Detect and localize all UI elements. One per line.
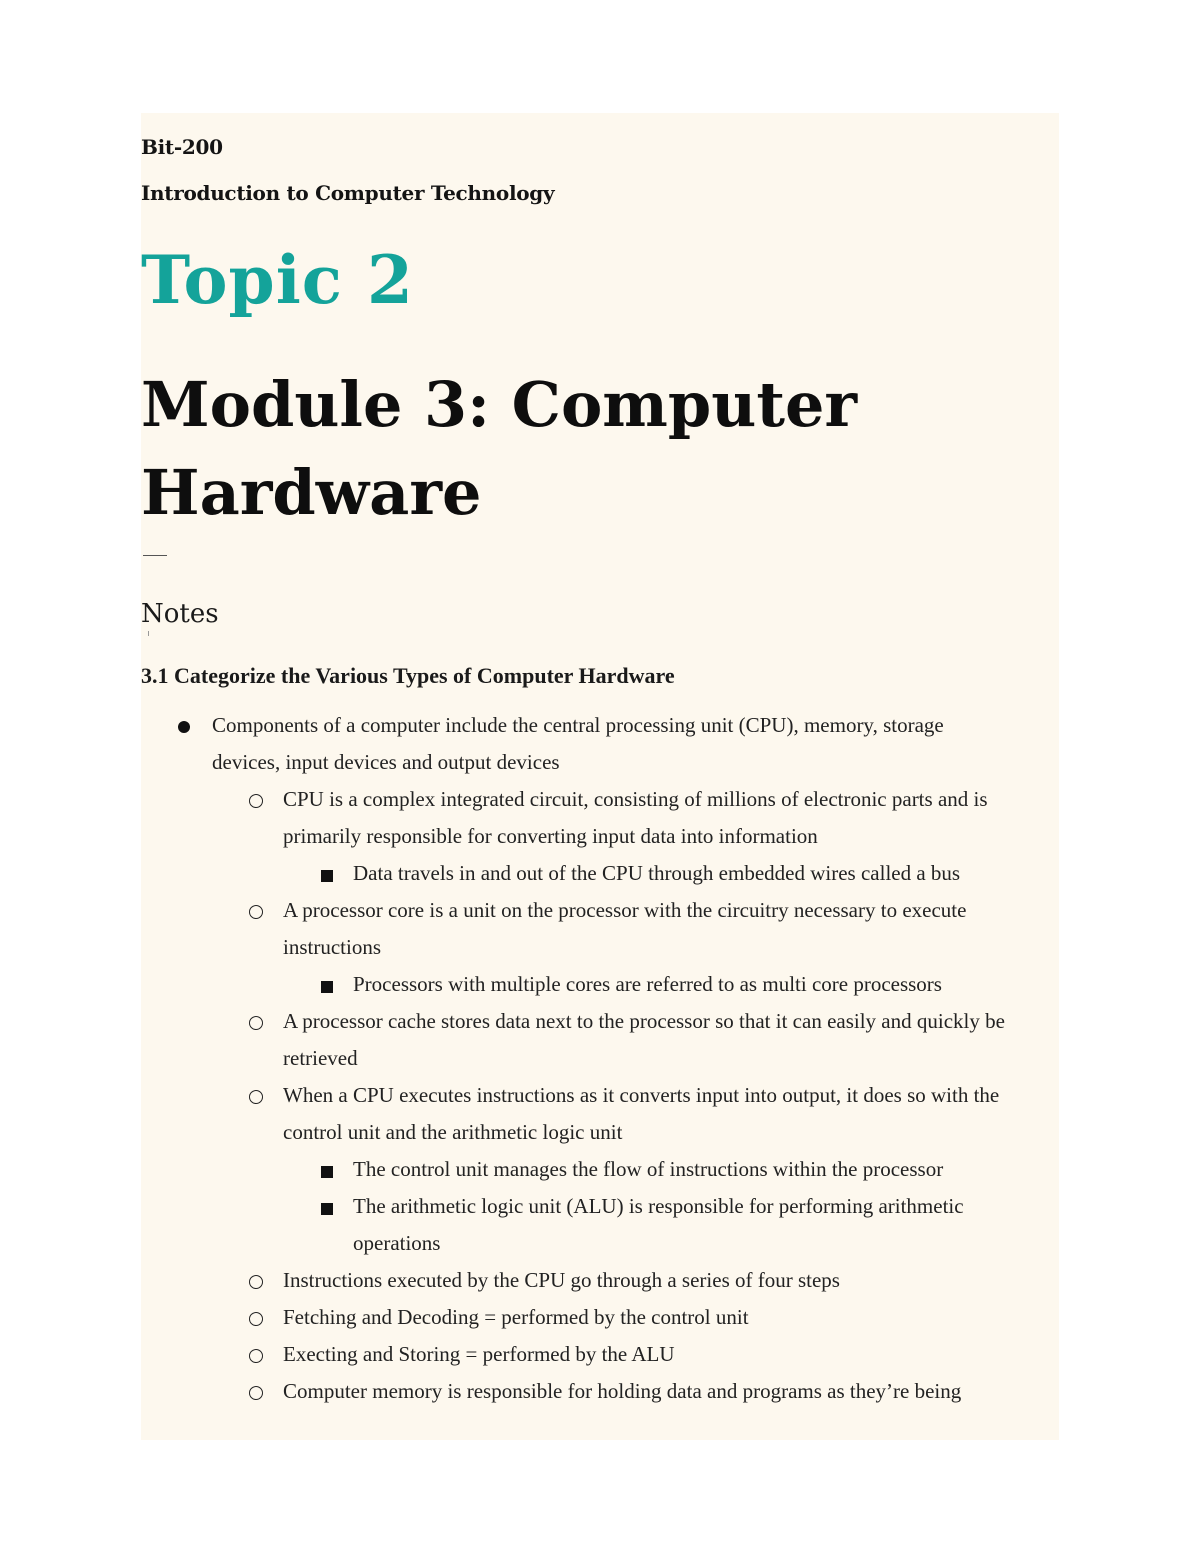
list-item-text: Data travels in and out of the CPU through embedded wires called a bus bbox=[353, 861, 961, 885]
course-title: Introduction to Computer Technology bbox=[141, 181, 555, 205]
list-item bbox=[141, 966, 1053, 1003]
list-item bbox=[141, 1373, 1063, 1410]
list-item-text: When a CPU executes instructions as it converts input into output, it does so with the control unit and the arithmetic logic unit bbox=[283, 1083, 1000, 1144]
section-title: 3.1 Categorize the Various Types of Computer Hardware bbox=[141, 663, 675, 688]
circle-bullet-icon bbox=[249, 1016, 263, 1030]
square-bullet-icon bbox=[321, 1166, 333, 1178]
circle-bullet-icon bbox=[249, 1386, 263, 1400]
circle-bullet-icon bbox=[249, 1090, 263, 1104]
square-bullet-icon bbox=[321, 981, 333, 993]
list-item-text: Processors with multiple cores are referred to as multi core processors bbox=[353, 972, 942, 996]
disc-bullet-icon bbox=[178, 721, 190, 733]
list-item-text: Computer memory is responsible for holding data and programs as they’re being bbox=[283, 1379, 962, 1403]
list-item bbox=[141, 855, 1053, 892]
list-item bbox=[141, 1188, 1053, 1262]
list-item bbox=[141, 781, 1063, 855]
list-item-text: The control unit manages the flow of instructions within the processor bbox=[353, 1157, 944, 1181]
list-item bbox=[141, 1003, 1063, 1077]
horizontal-rule bbox=[143, 555, 167, 556]
square-bullet-icon bbox=[321, 1203, 333, 1215]
module-title: Module 3: Computer Hardware bbox=[141, 368, 858, 529]
circle-bullet-icon bbox=[249, 905, 263, 919]
topic-heading: Topic 2 bbox=[141, 241, 414, 319]
circle-bullet-icon bbox=[249, 1275, 263, 1289]
list-item bbox=[141, 1299, 1063, 1336]
list-item bbox=[141, 1262, 1063, 1299]
circle-bullet-icon bbox=[249, 794, 263, 808]
course-code: Bit-200 bbox=[141, 135, 223, 159]
list-item bbox=[141, 1336, 1063, 1373]
list-item bbox=[141, 707, 982, 781]
list-item-text: Instructions executed by the CPU go through a series of four steps bbox=[283, 1268, 840, 1292]
notes-list bbox=[141, 707, 1071, 1410]
list-item-text: A processor core is a unit on the processor with the circuitry necessary to execute instructions bbox=[283, 898, 967, 959]
list-item-text: A processor cache stores data next to the processor so that it can easily and quickly be retrieved bbox=[283, 1009, 1005, 1070]
list-item bbox=[141, 1151, 1053, 1188]
list-item bbox=[141, 1077, 1063, 1151]
list-item-text: CPU is a complex integrated circuit, consisting of millions of electronic parts and is primarily responsible for converting input data into information bbox=[283, 787, 988, 848]
circle-bullet-icon bbox=[249, 1349, 263, 1363]
cursor-mark bbox=[148, 631, 149, 636]
list-item-text: Execting and Storing = performed by the ALU bbox=[283, 1342, 675, 1366]
square-bullet-icon bbox=[321, 870, 333, 882]
list-item-text: Components of a computer include the central processing unit (CPU), memory, storage devices, input devices and output devices bbox=[212, 713, 944, 774]
list-item bbox=[141, 892, 1063, 966]
list-item-text: Fetching and Decoding = performed by the control unit bbox=[283, 1305, 749, 1329]
circle-bullet-icon bbox=[249, 1312, 263, 1326]
list-item-text: The arithmetic logic unit (ALU) is responsible for performing arithmetic operations bbox=[353, 1194, 964, 1255]
notes-heading: Notes bbox=[141, 599, 219, 629]
